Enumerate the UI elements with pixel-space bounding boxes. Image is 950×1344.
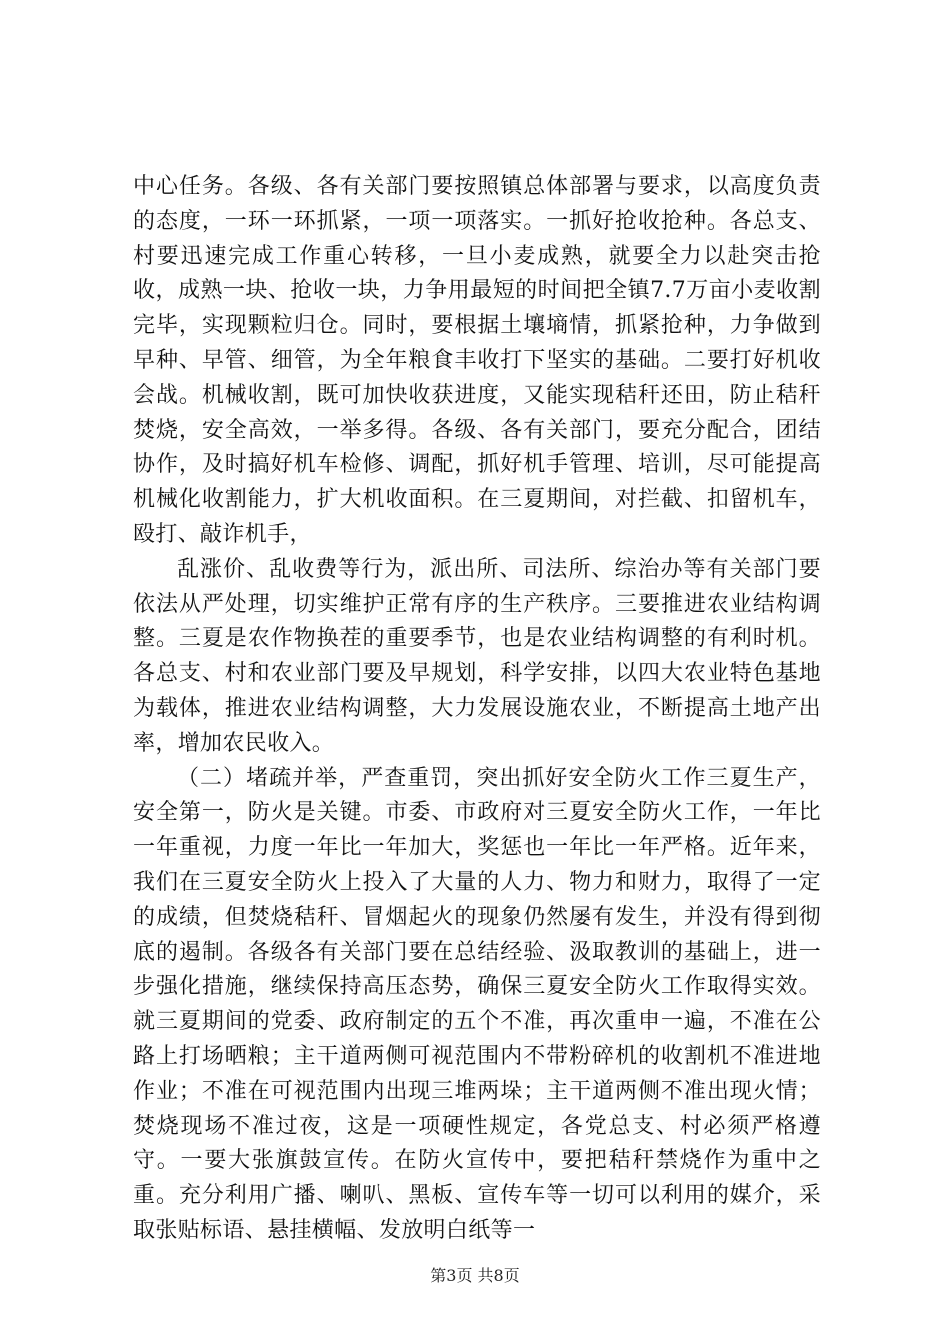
page-number-footer: 第3页 共8页 [430, 1266, 520, 1285]
paragraph-continuation: 中心任务。各级、各有关部门要按照镇总体部署与要求，以高度负责的态度，一环一环抓紧，一项一项落实。一抓好抢收抢种。各总支、村要迅速完成工作重心转移，一旦小麦成熟，就要全力以赴突击抢收，成熟一块、抢收一块，力争用最短的时间把全镇7.7万亩小麦收割完毕，实现颗粒归仓。同时，要根据土壤墒情，抓紧抢种，力争做到早种、早管、细管，为全年粮食丰收打下坚实的基础。二要打好机收会战。机械收割，既可加快收获进度，又能实现秸秆还田，防止秸秆焚烧，安全高效，一举多得。各级、各有关部门，要充分配合，团结协作，及时搞好机车检修、调配，抓好机手管理、培训，尽可能提高机械化收割能力，扩大机收面积。在三夏期间，对拦截、扣留机车，殴打、敲诈机手， [133, 174, 821, 547]
document-body [133, 170, 821, 1249]
paragraph-order-maintenance: 乱涨价、乱收费等行为，派出所、司法所、综治办等有关部门要依法从严处理，切实维护正常有序的生产秩序。三要推进农业结构调整。三夏是农作物换茬的重要季节，也是农业结构调整的有利时机。各总支、村和农业部门要及早规划，科学安排，以四大农业特色基地为载体，推进农业结构调整，大力发展设施农业，不断提高土地产出率，增加农民收入。 [133, 556, 821, 756]
paragraph-fire-safety: （二）堵疏并举，严查重罚，突出抓好安全防火工作三夏生产，安全第一，防火是关键。市委、市政府对三夏安全防火工作，一年比一年重视，力度一年比一年加大，奖惩也一年比一年严格。近年来，我们在三夏安全防火上投入了大量的人力、物力和财力，取得了一定的成绩，但焚烧秸秆、冒烟起火的现象仍然屡有发生，并没有得到彻底的遏制。各级各有关部门要在总结经验、汲取教训的基础上，进一步强化措施，继续保持高压态势，确保三夏安全防火工作取得实效。就三夏期间的党委、政府制定的五个不准，再次重申一遍，不准在公路上打场晒粮；主干道两侧可视范围内不带粉碎机的收割机不准进地作业；不准在可视范围内出现三堆两垛；主干道两侧不准出现火情；焚烧现场不准过夜，这是一项硬性规定，各党总支、村必须严格遵守。一要大张旗鼓宣传。在防火宣传中，要把秸秆禁烧作为重中之重。充分利用广播、喇叭、黑板、宣传车等一切可以利用的媒介，采取张贴标语、悬挂横幅、发放明白纸等一 [133, 765, 821, 1243]
